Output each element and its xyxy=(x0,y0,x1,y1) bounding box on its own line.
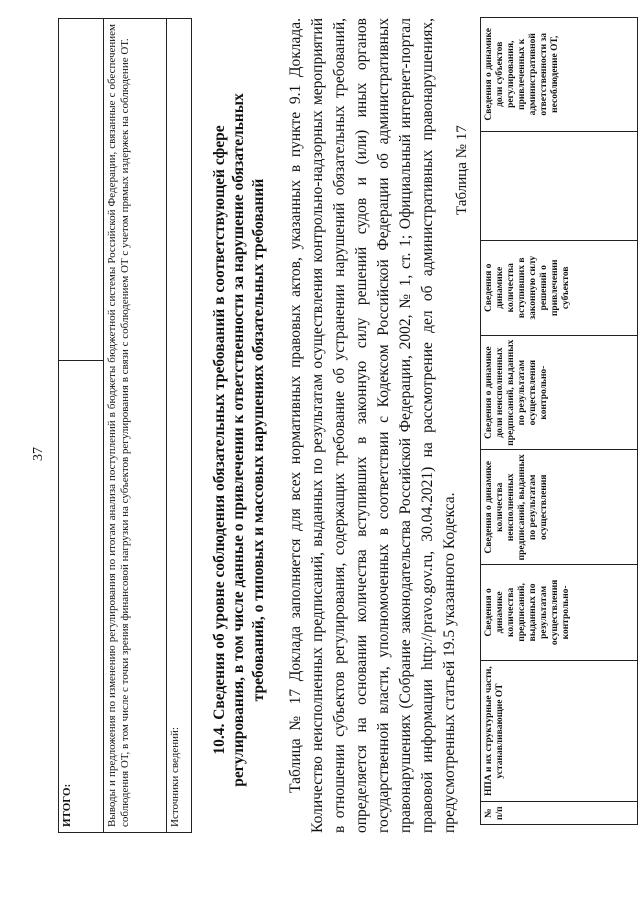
table17-title: Таблица № 17 xyxy=(454,125,470,215)
table17-header-row xyxy=(481,18,638,825)
body-paragraph: Таблица № 17 Доклада заполняется для всех нормативных правовых актов, указанных в пункте 9.1 Доклада. Количество неисполненных предписаний, выданных по результатам осуществления контрольно-надзорных мероприятий в отношении субъектов регулирования, содержащих требование об устранении нарушений обязательных требований, определяется на основании количества вступивших в законную силу решений судов и (или) иных органов государственной власти, уполномоченных в соответствии с Кодексом Российской Федерации об административных правонарушениях (Собрание законодательства Российской Федерации, 2002, № 1, ст. 1; Официальный интернет-портал правовой информации http://pravo.gov.ru, 30.04.2021) на рассмотрение дел об административных правонарушениях, предусмотренных статьей 19.5 указанного Кодекса. xyxy=(287,18,458,833)
header-unfulfilled-count: Сведения о динамике количества неисполненных предписаний, выданных по результатам осуществления xyxy=(481,450,638,565)
total-row xyxy=(59,19,104,833)
sources-row xyxy=(167,19,192,833)
total-value xyxy=(59,19,104,361)
header-court-decisions: Сведения о динамике количества вступивших в законную силу решений о привлечении субъектов xyxy=(481,240,638,335)
section-heading: 10.4. Сведения об уровне соблюдения обязательных требований в соответствующей сфере регулирования, в том числе данные о привлечении к ответственности за нарушение обязательных требований, о типовых и массовых нарушениях обязательных требований xyxy=(211,93,267,787)
table17 xyxy=(480,17,638,825)
header-num: № п/п xyxy=(481,802,638,825)
header-prescriptions-count: Сведения о динамике количества предписаний, выданных по результатам осуществления контрольно- xyxy=(481,565,638,661)
header-liable-share: Сведения о динамике доли субъектов регулирования, привлеченных к административной ответственности за несоблюдение ОТ, xyxy=(481,18,638,132)
findings-row xyxy=(104,19,167,833)
header-unfulfilled-share: Сведения о динамике доли неисполненных предписаний, выданных по результатам осуществления контрольно- xyxy=(481,335,638,450)
sources-label: Источники сведений: xyxy=(167,19,192,833)
page-number: 37 xyxy=(31,447,46,461)
findings-text: Выводы и предложения по изменению регулирования по итогам анализа поступлений в бюджеты бюджетной системы Российской Федерации, связанные с обеспечением соблюдения ОТ, в том числе с точки зрения финансовой нагрузки на субъектов регулирования в связи с соблюдением ОТ с учетом прямых издержек на соблюдение ОТ. xyxy=(104,19,167,833)
header-empty xyxy=(481,131,638,240)
total-label: ИТОГО: xyxy=(59,360,104,832)
header-npa: НПА и их структурные части, устанавливающие ОТ xyxy=(481,660,638,802)
summary-table xyxy=(58,18,192,833)
